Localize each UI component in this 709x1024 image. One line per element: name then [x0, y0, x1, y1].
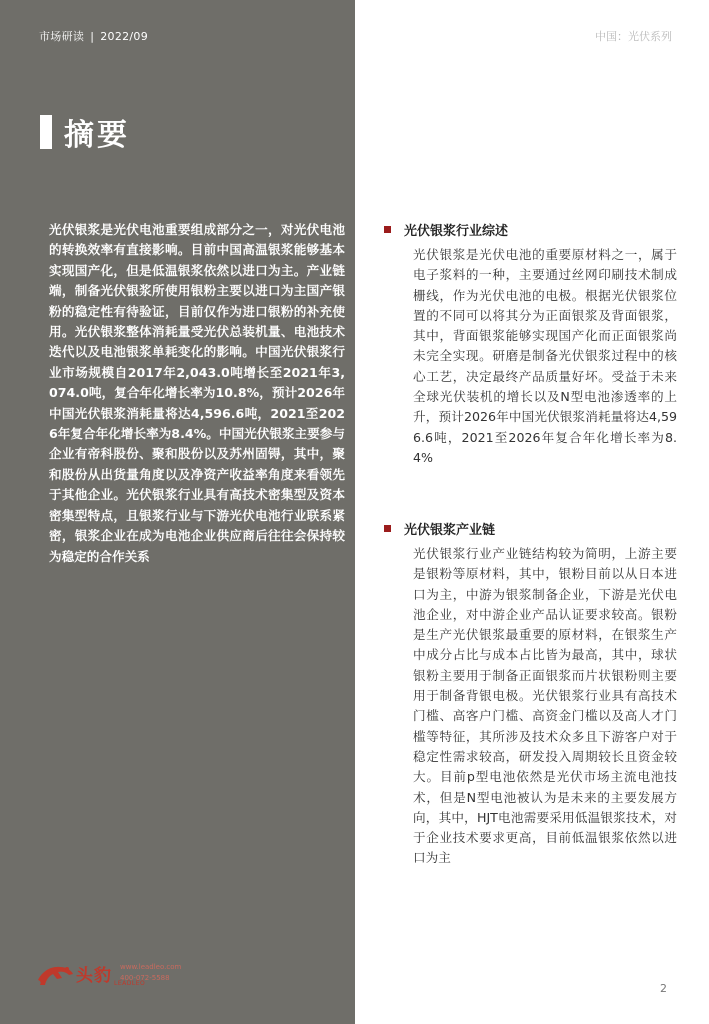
logo-subtitle: LEADLEO [114, 980, 146, 987]
logo-name: 头豹 [76, 965, 112, 986]
page-title: 摘要 [64, 118, 130, 153]
website-text: www.leadleo.com [120, 963, 182, 971]
header-separator: | [90, 30, 95, 43]
page-title-block [40, 112, 130, 152]
section-body: 光伏银浆行业产业链结构较为简明，上游主要是银粉等原材料，其中，银粉目前以从日本进口为主，中游为银浆制备企业，下游是光伏电池企业，对中游企业产品认证要求较高。银粉是生产光伏银浆最重要的原材料，在银浆生产中成分占比与成本占比皆为最高，其中，球状银粉主要用于制备正面银浆而片状银粉则主要用于制备背银电极。光伏银浆行业具有高技术门槛、高客户门槛、高资金门槛以及高人才门槛等特征，其所涉及技术众多且下游客户对于稳定性需求较高，研发投入周期较长且资金较大。目前p型电池依然是光伏市场主流电池技术，但是N型电池被认为是未来的主要发展方向，其中，HJT电池需要采用低温银浆技术，对于企业技术要求更高，目前低温银浆依然以进口为主 [413, 546, 677, 866]
section-heading [384, 219, 676, 239]
phone-text: 400-072-5588 [120, 974, 170, 982]
square-bullet-icon [384, 226, 391, 233]
leadleo-logo [36, 958, 181, 988]
leopard-logo-icon [36, 958, 74, 988]
section-title: 光伏银浆产业链 [404, 522, 496, 538]
report-header [39, 28, 148, 44]
section-heading [384, 518, 676, 538]
report-series: 中国：光伏系列 [595, 30, 672, 43]
page-number: 2 [660, 982, 667, 995]
report-date: 2022/09 [100, 30, 149, 43]
section-title: 光伏银浆行业综述 [404, 223, 509, 239]
section-industry-chain [384, 518, 676, 869]
square-bullet-icon [384, 525, 391, 532]
summary-text: 光伏银浆是光伏电池重要组成部分之一，对光伏电池的转换效率有直接影响。目前中国高温银浆能够基本实现国产化，但是低温银浆依然以进口为主。产业链端，制备光伏银浆所使用银粉主要以进口为主国产银粉的稳定性有待验证，目前仅作为进口银粉的补充使用。光伏银浆整体消耗量受光伏总装机量、电池技术迭代以及电池银浆单耗变化的影响。中国光伏银浆行业市场规模自2017年2,043.0吨增长至2021年3,074.0吨，复合年化增长率为10.8%，预计2026年中国光伏银浆消耗量将达4,596.6吨，2021至2026年复合年化增长率为8.4%。中国光伏银浆主要参与企业有帝科股份、聚和股份以及苏州固锝，其中，聚和股份从出货量角度以及净资产收益率角度来看领先于其他企业。光伏银浆行业具有高技术密集型及资本密集型特点，且银浆行业与下游光伏电池行业联系紧密，银浆企业在成为电池企业供应商后往往会保持较为稳定的合作关系 [49, 222, 345, 564]
section-industry-overview [384, 219, 676, 468]
section-body: 光伏银浆是光伏电池的重要原材料之一，属于电子浆料的一种，主要通过丝网印刷技术制成栅线，作为光伏电池的电极。根据光伏银浆位置的不同可以将其分为正面银浆及背面银浆，其中，背面银浆能够实现国产化而正面银浆尚未完全实现。研磨是制备光伏银浆过程中的核心工艺，决定最终产品质量好坏。受益于未来全球光伏装机的增长以及N型电池渗透率的上升，预计2026年中国光伏银浆消耗量将达4,596.6吨，2021至2026年复合年化增长率为8.4% [413, 247, 677, 465]
title-bar-icon [40, 115, 52, 149]
report-category: 市场研读 [39, 30, 85, 43]
